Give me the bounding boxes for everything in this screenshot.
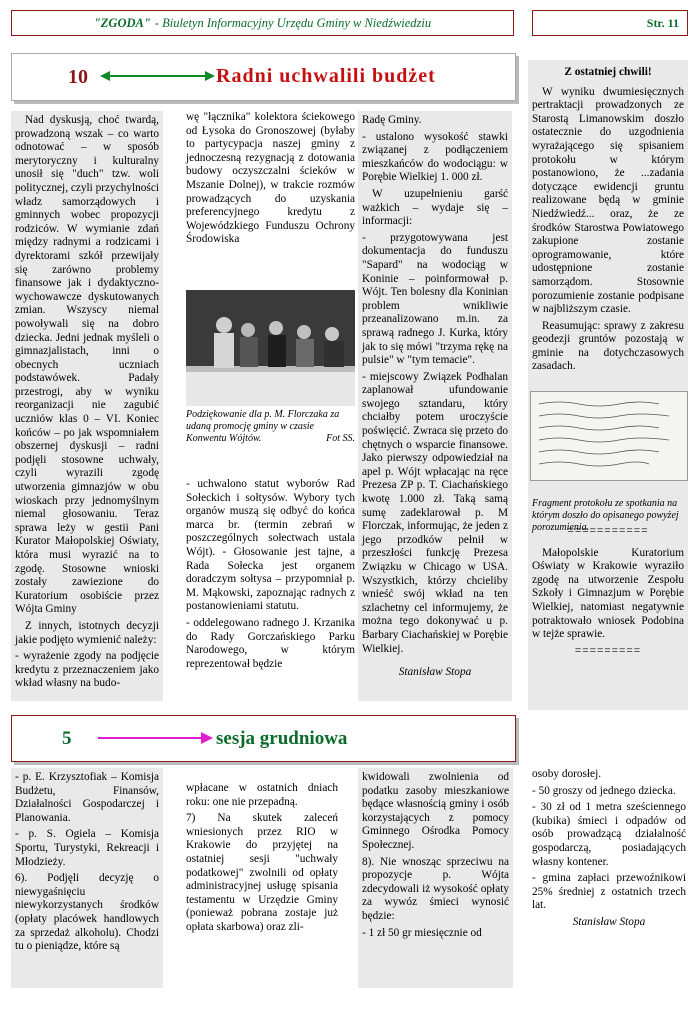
article1-page-ref: 10 <box>68 66 88 88</box>
article2-col1-p1: - p. E. Krzysztofiak – Komisja Budżetu, Finansów, Działalności Gospodarczej i Planowania. <box>15 771 159 824</box>
article1-col3-p1: Radę Gminy. <box>362 114 422 126</box>
bulletin-subtitle: - Biuletyn Informacyjny Urzędu Gminy w Niedźwiedziu <box>154 15 432 30</box>
page-number: Str. 11 <box>532 10 688 36</box>
article1-col1-p1: Nad dyskusją, choć twardą, prowadzoną wszak – co warto odnotować – w sposób merytoryczny i kulturalny unosił się "duch" tzw. woli politycznej, czyli przychylności władz samorządowych i gminnych wobec propozycji rodziców. W wymianie zdań między radnymi a rodzicami i dyrektorami szkół przewijały się zarówno problemy finansowe jak i dydaktyczno-wychowawcze dyskutowanych zmian. Wszyscy niemal powoływali się na dobro dziecka. Jedni jednak myśleli o gimnazjalistach, inni o obecnych uczniach podstawówek. Padały przestrogi, aby w wyniku reorganizacji nie zagubić uczniów klas 0 – VI. Koniec końców – po jak wspomniałem obszernej dyskusji – radni podjęli stosowne uchwały, czyli wyrazili zgodę utworzenia gimnazjów w obu wioskach przy jednomyślnym niemal głosowaniu. Teraz sprawa leży w gestii Pani Kurator Małopolskiej Oświaty, która musi wyrazić na to zgodę. Stosowne wnioski zostały zawiezione do Kuratorium osobiście przez Wójta Gminy <box>15 114 159 616</box>
article1-col1-p2: Z innych, istotnych decyzji jakie podjęto wymienić należy: <box>15 619 159 646</box>
article1-col3-p4: - przygotowywana jest dokumentacja do funduszu "Sapard" na wodociąg w Koninie – poinformował p. Wójt. Ten bolesny dla Koninian problem wnikliwie przeanalizowano m.in. za sprawą radnego J. Kurka, który jak to się mówi "trzyma rękę na pulsie" w "tym temacie". <box>362 231 508 367</box>
article2-col3-p3: - 1 zł 50 gr miesięcznie od <box>362 926 482 939</box>
article1-col2-p1: wę "łącznika" kolektora ściekowego od Łysoka do Gronoszowej (byłaby to partycypacja naszej gminy z jednoczesną rezygnacją z dotowania budowy oczyszczalni ścieków w Mszanie Dolnej), w trakcie rozmów prowadzących do uzyskania preferencyjnego kredytu z Wojewódzkiego Funduszu Ochrony Środowiska <box>186 111 355 246</box>
sidebar-p2: Reasumując: sprawy z zakresu geodezji gruntów pozostają w gminie na dotychczasowych zasadach. <box>532 319 684 373</box>
article1-col3-p2: - ustalono wysokość stawki związanej z podłączeniem mieszkańców do wodociągu: w Porębie Wielkiej 1. 000 zł. <box>362 130 508 184</box>
sidebar-title: Z ostatniej chwili! <box>564 66 652 78</box>
article1-banner <box>11 53 516 101</box>
article1-col1-p3: - wyrażenie zgody na podjęcie kredytu z przeznaczeniem jako wkład własny na budo- <box>15 650 159 690</box>
article2-title: sesja grudniowa <box>216 728 348 749</box>
article1-col2-p3: - oddelegowano radnego J. Krzanika do Rady Gorczańskiego Parku Narodowego, w którym reprezentował będzie <box>186 616 355 670</box>
sidebar-separator-2: ========= <box>574 644 642 657</box>
article1-column-3 <box>358 111 512 701</box>
council-photo <box>186 290 355 406</box>
article2-column-2 <box>186 782 338 938</box>
protocol-image-caption: Fragment protokołu ze spotkania na którym doszło do opisanego powyżej porozumienia. <box>532 498 679 533</box>
article2-col4-p1: osoby dorosłej. <box>532 768 602 780</box>
article2-col2-p2: 7) Na skutek zaleceń wniesionych przez RIO w Krakowie do przyjętej na ostatniej sesji "uchwały podatkowej" zwolnili od opłaty administracyjnej usługę spisania testamentu w Urzędzie Gminy (ponieważ pobrana zostaje już opłata skarbowa) oraz zli- <box>186 812 338 933</box>
sidebar-p3: Małopolskie Kuratorium Oświaty w Krakowie wyraziło zgodę na utworzenie Zespołu Szkoły i Gimnazjum w Porębie Wielkiej, natomiast negatywnie potraktowało wniosek Podobina w tejże sprawie. <box>532 546 684 641</box>
article1-title: Radni uchwalili budżet <box>216 65 436 87</box>
article2-signature: Stanisław Stopa <box>572 915 646 928</box>
article1-column-2-bottom <box>186 478 355 674</box>
sidebar-p1: W wyniku dwumiesięcznych pertraktacji prowadzonych ze Starostą Limanowskim doszło ostatecznie do uzgodnienia wyrażającego się spisaniem protokołu w którym postanowiono, że ...zadania dotyczące ewidencji gruntu realizowane będą w gminie Niedźwiedź... oraz, że ze środków Starostwa Powiatowego zakupione zostanie oprogramowanie, które udostępnione zostanie samorządom. Stosownie porozumienie zostanie podpisane w najbliższym czasie. <box>532 85 684 316</box>
council-photo-image <box>186 290 355 406</box>
article2-column-1 <box>11 768 163 988</box>
article2-page-ref: 5 <box>62 728 72 749</box>
article1-signature: Stanisław Stopa <box>398 666 472 679</box>
handwriting-image <box>531 392 687 480</box>
bulletin-title <box>11 10 514 36</box>
article2-column-3 <box>358 768 513 988</box>
article2-column-4 <box>532 768 686 933</box>
article1-column-2-top <box>186 111 355 250</box>
photo-credit: Fot SS. <box>326 433 355 444</box>
double-arrow-icon <box>100 68 215 84</box>
article1-col3-p5: - miejscowy Związek Podhalan zaplanował ufundowanie swojego sztandaru, który chciałby potem uroczyście poświęcić. Zwraca się przeto do chętnych o wsparcie finansowe. Jako pierwszy odpowiedział na apel p. Wójt wpłacając na ręce Prezesa ZP p. T. Ciachańskiego kwotę 1.000 zł. Taką samą sumę zadeklarował p. M Florczak, informując, że jeden z jego przodków pełnił w przeszłości funkcję Prezesa Związku w Chicago w USA. Wszystkich, którzy chcieliby wnieść swój wkład na ten szlachetny cel informujemy, że można tego dokonywać u p. Barbary Ciachańskiej w Porębie Wielkiej. <box>362 370 508 655</box>
photo-caption <box>186 409 355 445</box>
article2-banner <box>11 715 516 762</box>
article2-col4-p4: - gmina zapłaci przewoźnikowi 25% średniej z ostatnich trzech lat. <box>532 872 686 912</box>
arrow-right-icon <box>98 730 213 746</box>
protocol-image <box>530 391 688 481</box>
article1-col3-p3: W uzupełnieniu garść ważkich – wydaje się – informacji: <box>362 187 508 228</box>
sidebar-separator-1: =========== <box>567 525 649 538</box>
article2-col1-p2: - p. S. Ogiela – Komisja Sportu, Turystyki, Rekreacji i Młodzieży. <box>15 828 159 868</box>
sidebar-latest-news <box>528 60 688 710</box>
article1-column-1 <box>11 111 163 701</box>
article2-col2-p1: wpłacane w ostatnich dniach roku: one nie przepadną. <box>186 782 338 808</box>
article2-col3-p2: 8). Nie wnosząc sprzeciwu na propozycje p. Wójta zdecydowali iż wysokość opłaty za wywóz śmieci wynosić będzie: <box>362 855 509 922</box>
article2-col4-p3: - 30 zł od 1 metra sześciennego (kubika) śmieci i odpadów od osób prowadzącą działalność gospodarczą, posiadających własny kontener. <box>532 801 686 868</box>
article2-col1-p3: 6). Podjęli decyzję o niewygaśnięciu niewykorzystanych środków (opłaty placówek handlowych za sprzedaż alkoholu). Chodzi tu o pieniądze, które są <box>15 872 159 953</box>
photo-caption-text: Podziękowanie dla p. M. Florczaka za udaną promocję gminy w czasie Konwentu Wójtów. <box>186 409 340 444</box>
article2-col4-p2: - 50 groszy od jednego dziecka. <box>532 784 676 797</box>
article2-col3-p1: kwidowali zwolnienia od podatku zasoby mieszkaniowe będące własnością gminy i osób korzystających z pomocy Gminnego Ośrodka Pomocy Społecznej. <box>362 771 509 851</box>
article1-col2-p2: - uchwalono statut wyborów Rad Sołeckich i sołtysów. Wybory tych organów muszą się odbyć do końca marca br. (termin zebrań w poszczególnych sołectwach ustala Wójt). - Głosowanie jest tajne, a Rada Sołecka jest organem doradczym sołtysa – przypomniał p. M. Mąkowski, zapoznając radnych z postanowieniami statutu. <box>186 478 355 613</box>
bulletin-name: "ZGODA" <box>93 15 151 30</box>
